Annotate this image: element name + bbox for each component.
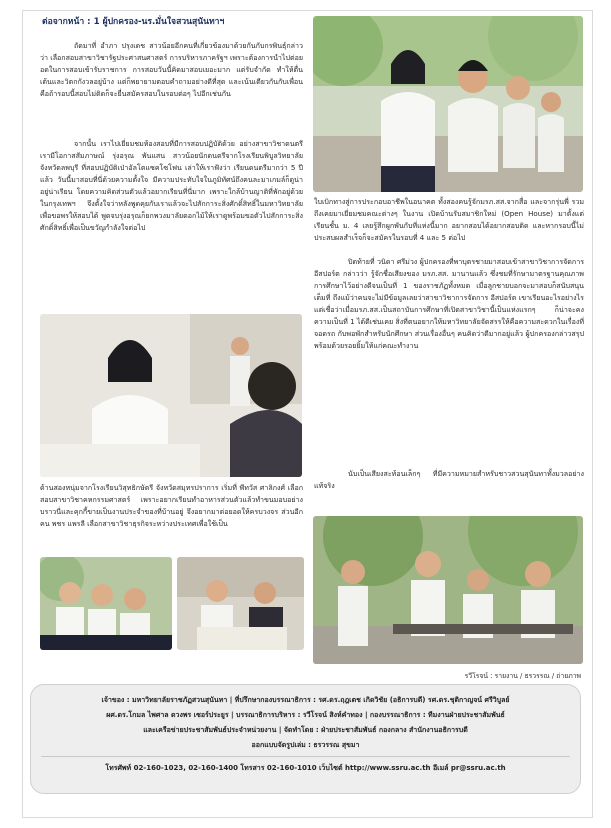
students-group-photo (313, 16, 583, 192)
outdoor-waiting-photo (313, 516, 583, 664)
interview-photo (40, 314, 302, 477)
paragraph-parent-wanida: ปิดท้ายที่ วนิดา ศรีม่วง ผู้ปกครองที่พาบุตรชายมาสอบเข้าสาขาวิชาการจัดการอีสปอร์ต กล่าวว่า รู้จักชื่อเสียงของ มรภ.สส. มานานแล้ว ซึ่งชมที่รักษามาตรฐานคุณภาพการศึกษาไว้อย่างดีจนเป็นที่ 1 ของราชภัฏทั้งหมด เมื่อลูกชายบอกจะมาสอบก็สนับสนุนเต็มที่ ถึงแม้ว่าคนจะไม่มีข้อมูลเลยว่าสาขาวิชาการจัดการ อีสปอร์ต เขาเรียนอะไรอย่างไร แต่เชื่อว่าเมื่อมรภ.สส.เป็นสถาบันการศึกษาที่เปิดสาขาวิชานี้เป็นแห่งแรกๆ ก็น่าจะคงความเป็นที่ 1 ได้ดีเช่นเคย สิ่งที่ตนอยากให้มหาวิทยาลัยจัดสรรให้คือความสะดวกในเรื่องที่จอดรถ กับพอพักสำหรับนักศึกษา ส่วนเรื่องอื่นๆ คนคิดว่าดีมากอยู่แล้ว ผู้ปกครองกล่าวสรุปพร้อมด้วยรอยยิ้มให้แก่คณะทำงาน (314, 257, 584, 350)
masthead-footer (30, 684, 581, 794)
paragraph-closing: นับเป็นเสียงสะท้อนเล็กๆ ที่มีความหมายสำหรับชาวสวนสุนันทาทั้งมวลอย่างแท้จริง (314, 469, 584, 490)
paragraph-rungarun: จากนั้น เราไปเยี่ยมชมห้องสอบที่มีการสอบปฏิบัติด้วย อย่างสาขาวิชาดนตรี เรามีโอกาสสัมภาษณ์ รุ่งอรุณ พันแสน สาวน้อยนักดนตรีจากโรงเรียนพิบูลวิทยาลัย จังหวัดลพบุรี ที่สอบปฏิบัติเป่าอัลโตแซคโซโฟน เล่าให้เราฟังว่า เรียนดนตรีมากว่า 5 ปีแล้ว วันนี้มาสอบที่นี่ด้วยความตั้งใจ มีความประทับใจในภูมิทัศน์ถึงคนละมาเกมล์ก็ดูน่าอยู่น่าเรียน โดยความคิดส่วนตัวแล้วอยากเรียนที่นี่มาก เพราะใกล้บ้านญาติที่พักอยู่ด้วยในกรุงเทพฯ จึงตั้งใจว่าหลังพูดคุยกับเราแล้วจะไปสักการะสิ่งศักดิ์สิทธิ์ในมหาวิทยาลัยเพื่อขอพรให้สอบได้ พูดจบรุ่งอรุณก็ยกพวงมาลัยดอกไม้ให้เราดูพร้อมขอตัวไปสักการะสิ่งศักดิ์สิทธิ์เพื่อเป็นขวัญกำลังใจต่อไป (40, 139, 303, 232)
paragraph-students-future: ใบเบิกทางสู่การประกอบอาชีพในอนาคต ทั้งสองคนรู้จักมรภ.สส.จากสื่อ และจากรุ่นพี่ รวมถึงเคยมาเยี่ยมชมคณะต่างๆ ในงาน เปิดบ้านรับสมาชิกใหม่ (Open House) มาตั้งแต่เรียนชั้น ม. 4 เลยรู้สึกผูกพันกับที่แห่งนี้มาก อยากสอบได้อยากสอบติด และหากรอบนี้ไม่ประสบผลสำเร็จก็จะสมัครในรอบที่ 4 และ 5 ต่อไป (314, 197, 584, 242)
photo-credit: รวีโรจน์ : รายงาน / ธรวรรณ / ถ่ายภาพ (464, 672, 581, 680)
footer-editors-line: ผศ.ดร.โกมล ไพศาล ดวงพร เซอร์ประยูร | บรรณาธิการบริหาร : รวีโรจน์ สิงห์คำทอง | กองบรรณาธิการ : ทีมงานฝ่ายประชาสัมพันธ์ (106, 711, 505, 719)
girls-group-photo (40, 557, 172, 650)
footer-divider (41, 756, 570, 757)
footer-owner-line: เจ้าของ : มหาวิทยาลัยราชภัฏสวนสุนันทา | ที่ปรึกษากองบรรณาธิการ : รศ.ดร.ฤฎเตช เกิดวิชัย (อธิการบดี) รศ.ดร.ชุติกาญจน์ ศรีวิบูลย์ (101, 696, 510, 704)
paragraph-ampha: ถัดมาที่ อำภา ปรุงเดช สาวน้อยอีกคนที่เกี่ยวข้องมาด้วยกันกับกรพินธุ์กล่าวว่า เลือกสอบสาขาวิชารัฐประศาสนศาสตร์ การบริหารภาครัฐฯ เพราะต้องการนำไปต่อยอดในการสอบเข้ารับราชการ การสอบวันนี้คิดมาสอบเยอะมาก แต่รับจำกัด ทำให้ตื่นเต้นและวิตกกังวลอยู่บ้าง แต่ก็พยายามตอบคำถามอย่างดีที่สุด และเน้นเตียวกันกับเพื่อน คือถ้ารอบนี้สอบไม่ติดก็จะยื่นสมัครสอบในรอบต่อๆ ไปอีกเช่นกัน (40, 41, 303, 98)
footer-producer-line: และเครือข่ายประชาสัมพันธ์ประจำหน่วยงาน | จัดทำโดย : ฝ่ายประชาสัมพันธ์ กองกลาง สำนักงานอธิการบดี (143, 726, 468, 734)
article-heading: ต่อจากหน้า : 1 ผู้ปกครอง-นร.มั่นใจสวนสุนันทาฯ (42, 17, 225, 27)
footer-contact-line: โทรศัพท์ 02-160-1023, 02-160-1400 โทรสาร 02-160-1010 เว็บไซต์ http://www.ssru.ac.th อีเมล์ pr@ssru.ac.th (105, 764, 506, 772)
paragraph-two-boys: ด้านสองหนุ่มจากโรงเรียนวิสุทธิกษัตรี จังหวัดสมุทรปราการ เริ่มที่ พีทวัส ศาลิกงศ์ เลือกสอบสาขาวิชาคหกรรมศาสตร์ เพราะอยากเรียนทำอาหารส่วนตัวแล้วทำขนมอบอย่างบราวนี่และคุกกี้ขายเป็นงานประจำของที่บ้านอยู่ จึงอยากมาต่อยอดให้ครบวงจร ส่วนอีกคน พชร แพรลี เลือกสาขาวิชาธุรกิจระหว่างประเทศเพื่อใช้เป็น (40, 483, 303, 528)
exam-interview-photo (177, 557, 304, 650)
footer-designer-line: ออกแบบจัดรูปเล่ม : ธรวรรณ สุขมา (251, 741, 360, 749)
